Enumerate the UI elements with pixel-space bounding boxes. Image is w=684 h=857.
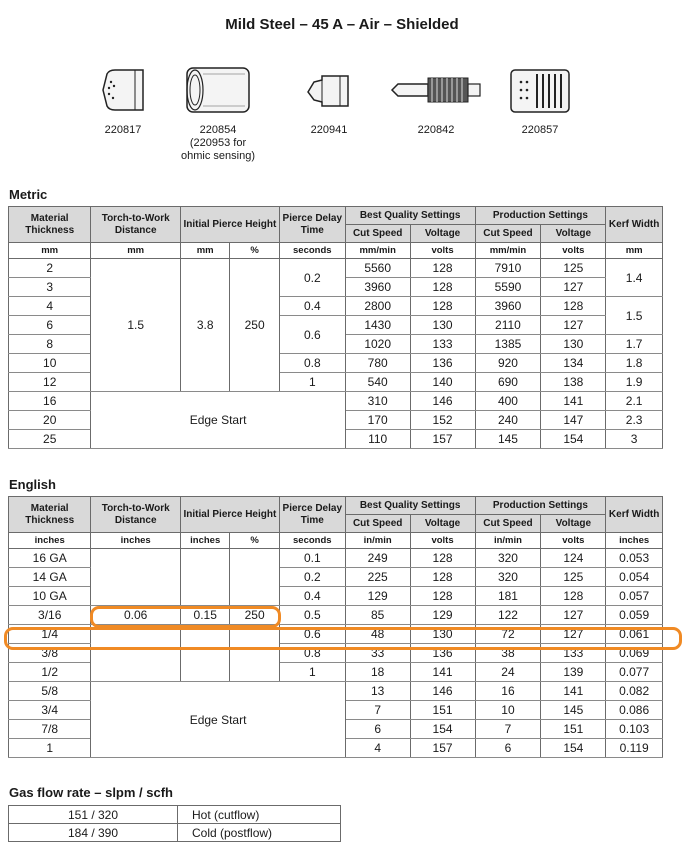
cell: 128 (541, 297, 606, 316)
cell: 14 GA (9, 568, 91, 587)
cell: 154 (541, 739, 606, 758)
unit: volts (541, 243, 606, 259)
cell: 16 GA (9, 549, 91, 568)
cell: 154 (541, 430, 606, 449)
consumable-parts (0, 62, 684, 177)
cell: 125 (541, 259, 606, 278)
cell: 3/8 (9, 644, 91, 663)
table-row (9, 549, 663, 568)
cell: 85 (345, 606, 410, 625)
cell: 125 (541, 568, 606, 587)
cell: 2110 (475, 316, 541, 335)
table-row (9, 824, 341, 842)
cell: 140 (410, 373, 475, 392)
part-220857 (502, 62, 578, 137)
cell: 3 (9, 278, 91, 297)
unit: volts (541, 533, 606, 549)
cell: 129 (345, 587, 410, 606)
cell: 5560 (345, 259, 410, 278)
part-number: 220857 (521, 124, 559, 136)
cell: 1.9 (606, 373, 663, 392)
cell: 2 (9, 259, 91, 278)
cell: 0.059 (606, 606, 663, 625)
cell: 145 (541, 701, 606, 720)
cell: 0.8 (279, 354, 345, 373)
unit: mm (91, 243, 181, 259)
cell: 920 (475, 354, 541, 373)
part-220817 (86, 62, 160, 137)
cell: 139 (541, 663, 606, 682)
cell: 128 (541, 587, 606, 606)
cell: 0.2 (279, 259, 345, 297)
cell: 16 (475, 682, 541, 701)
cell: 1.5 (91, 259, 181, 392)
unit: seconds (279, 243, 345, 259)
cell: 128 (410, 259, 475, 278)
header-production: Production Settings (475, 207, 606, 225)
cell: 0.069 (606, 644, 663, 663)
unit: inches (180, 533, 229, 549)
cell: 0.103 (606, 720, 663, 739)
cell: 136 (410, 354, 475, 373)
cell: 6 (475, 739, 541, 758)
cell: 0.2 (279, 568, 345, 587)
cell: 130 (410, 625, 475, 644)
cell: 1 (279, 663, 345, 682)
part-220941 (294, 62, 364, 137)
cell: 0.8 (279, 644, 345, 663)
cell: 0.5 (279, 606, 345, 625)
metric-section-title: Metric (9, 187, 48, 202)
header-cut-speed: Cut Speed (475, 225, 541, 243)
unit: % (230, 243, 279, 259)
cell: 1 (9, 739, 91, 758)
cell: 4 (9, 297, 91, 316)
header-voltage: Voltage (541, 515, 606, 533)
part-number: 220842 (417, 124, 455, 136)
cell: 129 (410, 606, 475, 625)
cell: 0.061 (606, 625, 663, 644)
cell: 1/4 (9, 625, 91, 644)
cell: 1.8 (606, 354, 663, 373)
cell: 0.077 (606, 663, 663, 682)
cell: 146 (410, 392, 475, 411)
header-delay: Pierce Delay Time (279, 207, 345, 243)
header-kerf: Kerf Width (606, 497, 663, 533)
cell: 145 (475, 430, 541, 449)
header-cut-speed: Cut Speed (345, 515, 410, 533)
cell: 170 (345, 411, 410, 430)
cell: 33 (345, 644, 410, 663)
cell: 310 (345, 392, 410, 411)
unit: volts (410, 533, 475, 549)
page-title: Mild Steel – 45 A – Air – Shielded (225, 16, 459, 33)
cell: 320 (475, 549, 541, 568)
cell: 130 (541, 335, 606, 354)
cell: 38 (475, 644, 541, 663)
cell: 7 (345, 701, 410, 720)
cell-empty (230, 625, 279, 682)
header-production: Production Settings (475, 497, 606, 515)
cell: 225 (345, 568, 410, 587)
cell-empty (180, 549, 229, 606)
cell: 157 (410, 430, 475, 449)
cell: 146 (410, 682, 475, 701)
cell: 5590 (475, 278, 541, 297)
cell: 24 (475, 663, 541, 682)
cell: 10 GA (9, 587, 91, 606)
retaining-cap-icon (175, 62, 261, 118)
cell: 141 (410, 663, 475, 682)
cell: 320 (475, 568, 541, 587)
cell: 3.8 (180, 259, 229, 392)
part-note: (220953 for ohmic sensing) (181, 137, 255, 162)
header-cut-speed: Cut Speed (475, 515, 541, 533)
cell: 138 (541, 373, 606, 392)
cell: 154 (410, 720, 475, 739)
header-best-quality: Best Quality Settings (345, 207, 475, 225)
gas-value: 184 / 390 (9, 824, 178, 842)
part-number: 220854 (199, 124, 237, 136)
cell: 147 (541, 411, 606, 430)
cell: 152 (410, 411, 475, 430)
gas-value: 151 / 320 (9, 806, 178, 824)
cell: 0.4 (279, 587, 345, 606)
cell: 1430 (345, 316, 410, 335)
cell: 124 (541, 549, 606, 568)
cell: 3960 (475, 297, 541, 316)
part-number: 220941 (310, 124, 348, 136)
cell: 134 (541, 354, 606, 373)
cell: 400 (475, 392, 541, 411)
cell: 0.057 (606, 587, 663, 606)
cell: 127 (541, 625, 606, 644)
cell: 0.06 (91, 606, 181, 625)
cell: 2.3 (606, 411, 663, 430)
cell: 181 (475, 587, 541, 606)
cell: 151 (410, 701, 475, 720)
cell: 127 (541, 606, 606, 625)
cell-empty (91, 625, 181, 682)
cell: 2800 (345, 297, 410, 316)
unit: volts (410, 243, 475, 259)
edge-start-label: Edge Start (91, 392, 345, 449)
unit: inches (9, 533, 91, 549)
cell: 1.5 (606, 297, 663, 335)
cell-empty (230, 549, 279, 606)
cell: 128 (410, 549, 475, 568)
cell: 10 (9, 354, 91, 373)
cell: 110 (345, 430, 410, 449)
swirl-ring-icon (505, 62, 575, 118)
header-cut-speed: Cut Speed (345, 225, 410, 243)
cell: 250 (230, 606, 279, 625)
unit: % (230, 533, 279, 549)
cell: 133 (410, 335, 475, 354)
cell: 72 (475, 625, 541, 644)
english-table (8, 496, 663, 758)
cell: 18 (345, 663, 410, 682)
unit: in/min (345, 533, 410, 549)
cell: 3/4 (9, 701, 91, 720)
english-section-title: English (9, 477, 56, 492)
cell-empty (91, 549, 181, 606)
gas-label: Hot (cutflow) (178, 806, 341, 824)
cell: 141 (541, 392, 606, 411)
gas-section-title: Gas flow rate – slpm / scfh (9, 785, 173, 800)
cell: 128 (410, 587, 475, 606)
gas-flow-table (8, 805, 341, 842)
cell: 2.1 (606, 392, 663, 411)
cell: 780 (345, 354, 410, 373)
unit: mm (606, 243, 663, 259)
cell-empty (180, 625, 229, 682)
cell: 0.1 (279, 549, 345, 568)
cell: 1 (279, 373, 345, 392)
part-number: 220817 (104, 124, 142, 136)
cell: 10 (475, 701, 541, 720)
cell: 0.6 (279, 625, 345, 644)
cell: 13 (345, 682, 410, 701)
edge-start-label: Edge Start (91, 682, 345, 758)
cell: 128 (410, 568, 475, 587)
cell: 3960 (345, 278, 410, 297)
cell: 141 (541, 682, 606, 701)
cell: 0.054 (606, 568, 663, 587)
table-row (9, 806, 341, 824)
cell: 0.119 (606, 739, 663, 758)
header-voltage: Voltage (541, 225, 606, 243)
cell: 122 (475, 606, 541, 625)
cell: 1.4 (606, 259, 663, 297)
cell: 48 (345, 625, 410, 644)
unit: in/min (475, 533, 541, 549)
cell: 128 (410, 297, 475, 316)
header-material: Material Thickness (9, 497, 91, 533)
header-pierce-height: Initial Pierce Height (180, 207, 279, 243)
cell: 151 (541, 720, 606, 739)
cell: 0.6 (279, 316, 345, 354)
cell: 0.082 (606, 682, 663, 701)
unit: mm (9, 243, 91, 259)
unit: mm (180, 243, 229, 259)
part-220842 (384, 62, 488, 137)
cell: 6 (9, 316, 91, 335)
nozzle-icon (300, 62, 358, 118)
cell: 0.053 (606, 549, 663, 568)
cell: 12 (9, 373, 91, 392)
gas-label: Cold (postflow) (178, 824, 341, 842)
header-pierce-height: Initial Pierce Height (180, 497, 279, 533)
unit: mm/min (475, 243, 541, 259)
shield-cap-icon (93, 62, 153, 118)
cell: 25 (9, 430, 91, 449)
header-material: Material Thickness (9, 207, 91, 243)
cell: 127 (541, 316, 606, 335)
unit: mm/min (345, 243, 410, 259)
header-torch-distance: Torch-to-Work Distance (91, 207, 181, 243)
header-voltage: Voltage (410, 225, 475, 243)
cell: 7 (475, 720, 541, 739)
table-row (9, 606, 663, 625)
unit: inches (606, 533, 663, 549)
cell: 7910 (475, 259, 541, 278)
cell: 540 (345, 373, 410, 392)
cell: 249 (345, 549, 410, 568)
cell: 130 (410, 316, 475, 335)
cell: 7/8 (9, 720, 91, 739)
cell: 157 (410, 739, 475, 758)
cell: 6 (345, 720, 410, 739)
electrode-icon (386, 62, 486, 118)
cell: 3 (606, 430, 663, 449)
table-row (9, 392, 663, 411)
unit: seconds (279, 533, 345, 549)
metric-table (8, 206, 663, 449)
cell: 136 (410, 644, 475, 663)
cell: 5/8 (9, 682, 91, 701)
cell: 250 (230, 259, 279, 392)
cell: 1020 (345, 335, 410, 354)
cell: 133 (541, 644, 606, 663)
header-delay: Pierce Delay Time (279, 497, 345, 533)
cell: 128 (410, 278, 475, 297)
cell: 4 (345, 739, 410, 758)
cell: 3/16 (9, 606, 91, 625)
table-row (9, 625, 663, 644)
cell: 1.7 (606, 335, 663, 354)
table-row (9, 259, 663, 278)
cell: 0.15 (180, 606, 229, 625)
unit: inches (91, 533, 181, 549)
cell: 0.086 (606, 701, 663, 720)
cell: 1/2 (9, 663, 91, 682)
part-220854 (168, 62, 268, 163)
header-voltage: Voltage (410, 515, 475, 533)
cell: 16 (9, 392, 91, 411)
cell: 8 (9, 335, 91, 354)
cell: 0.4 (279, 297, 345, 316)
cell: 240 (475, 411, 541, 430)
cell: 690 (475, 373, 541, 392)
cell: 20 (9, 411, 91, 430)
cell: 1385 (475, 335, 541, 354)
header-best-quality: Best Quality Settings (345, 497, 475, 515)
table-row (9, 682, 663, 701)
header-torch-distance: Torch-to-Work Distance (91, 497, 181, 533)
cell: 127 (541, 278, 606, 297)
header-kerf: Kerf Width (606, 207, 663, 243)
